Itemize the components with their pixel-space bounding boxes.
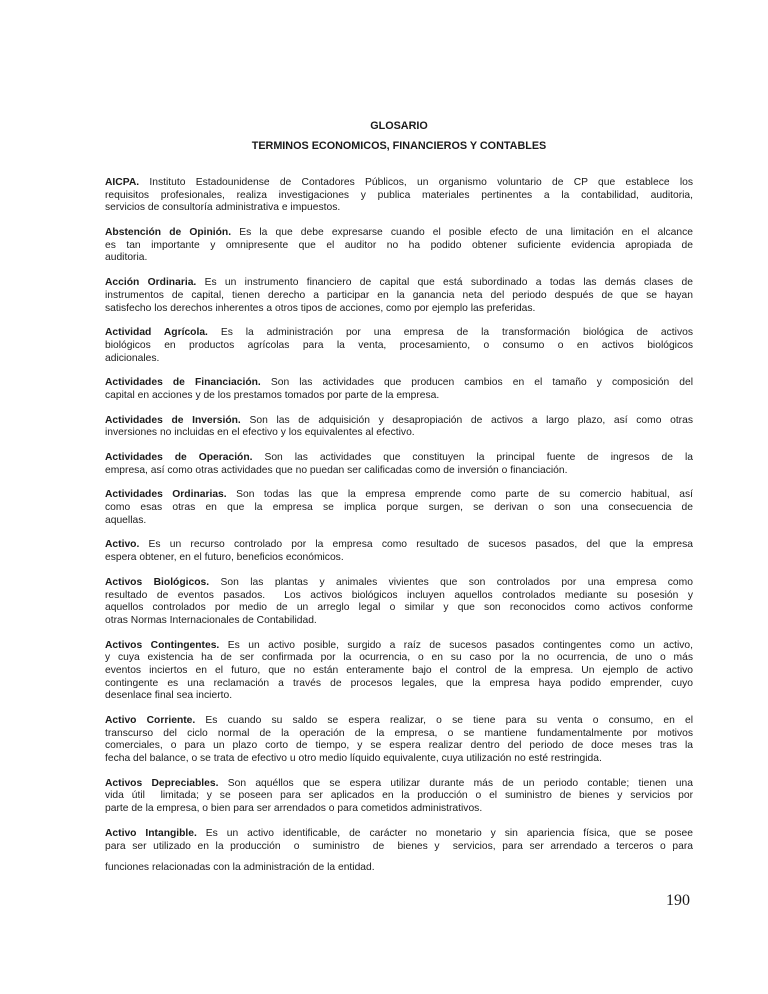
entry-line xyxy=(105,252,693,265)
entry-definition-text: Es un activo identificable, de carácter no monetario y sin apariencia física, que se posee xyxy=(205,827,693,839)
continuation-text: funciones relacionadas con la administración de la entidad. xyxy=(105,862,375,873)
entry-line xyxy=(105,427,693,440)
entry-line xyxy=(105,502,693,515)
entry-definition-text: fecha del balance, o se trata de efectivo u otro medio líquido equivalente, cuya utilización no esté restringida. xyxy=(105,753,602,765)
entry-definition-text: adicionales. xyxy=(105,352,160,364)
entry-line xyxy=(105,790,693,803)
entry-definition-text: para ser utilizado en la producción o suministro de bienes y servicios, para ser arrendado a terceros o para xyxy=(105,840,693,852)
entry-definition-text: contingente es una reclamación a través de procesos legales, que la empresa haya podido emprender, cuyo xyxy=(105,677,693,689)
entry-definition-text: requisitos profesionales, realiza investigaciones y publica materiales pertinentes a la contabilidad, auditoria, xyxy=(105,189,693,201)
glossary-entry xyxy=(105,227,693,265)
entry-definition-text: satisfecho los derechos inherentes a otros tipos de acciones, como por ejemplo las preferidas. xyxy=(105,302,536,314)
entry-definition-text: es tan importante y omnipresente que el auditor no ha podido obtener suficiente evidencia apropiada de xyxy=(105,239,693,251)
entry-definition-text: Son las plantas y animales vivientes que son controlados por una empresa como xyxy=(220,576,693,588)
entry-line xyxy=(105,740,693,753)
entry-line xyxy=(105,377,693,390)
entry-term: Activo. xyxy=(105,539,140,551)
entry-definition-text: eventos inciertos en el futuro, que no están enteramente bajo el control de la empresa. Un ejemplo de activo xyxy=(105,664,693,676)
entry-line xyxy=(105,778,693,791)
entry-term: Actividades de Financiación. xyxy=(105,377,261,389)
entry-definition-text: Instituto Estadounidense de Contadores Públicos, un organismo voluntario de CP que establece los xyxy=(149,177,693,188)
entry-definition-text: comerciales, o para un plazo corto de tiempo, y se espera realizar dentro del periodo de doce meses tras la xyxy=(105,740,693,752)
glossary-title: GLOSARIO xyxy=(370,120,428,132)
entry-line xyxy=(105,290,693,303)
glossary-entry xyxy=(105,327,693,365)
entry-term: Abstención de Opinión. xyxy=(105,227,232,239)
entry-definition-text: como esas otras en que la empresa se implica porque surgen, se derivan o son una consecuencia de xyxy=(105,502,693,514)
entry-line xyxy=(105,539,693,552)
entry-definition-text: Son las actividades que constituyen la principal fuente de ingresos de la xyxy=(264,452,693,463)
entry-term: Actividades de Inversión. xyxy=(105,414,241,426)
entry-definition-text: Son todas las que la empresa emprende como parte de su comercio habitual, así xyxy=(236,489,693,501)
entry-term: Activos Depreciables. xyxy=(105,777,219,789)
entry-definition-text: Es un recurso controlado por la empresa como resultado de sucesos pasados, del que la empresa xyxy=(148,539,693,551)
entry-definition-text: Son aquéllos que se espera utilizar durante más de un periodo contable; tienen una xyxy=(227,777,693,789)
entry-term: Actividades de Operación. xyxy=(105,452,253,463)
glossary-entry xyxy=(105,640,693,703)
glossary-entry xyxy=(105,277,693,315)
entry-definition-text: instrumentos de capital, tienen derecho a participar en la ganancia neta del periodo después de que se hayan xyxy=(105,289,693,301)
entry-line xyxy=(105,577,693,590)
entry-definition-text: Es cuando su saldo se espera realizar, o se tiene para su venta o consumo, en el xyxy=(205,715,693,726)
entry-line xyxy=(105,390,693,403)
entry-line xyxy=(105,841,693,854)
entry-definition-text: biológicos en productos agrícolas para la venta, procesamiento, o consumo o en activos biológicos xyxy=(105,339,693,351)
entry-line xyxy=(105,240,693,253)
entry-line xyxy=(105,665,693,678)
entry-line xyxy=(105,227,693,240)
glossary-entry xyxy=(105,828,693,853)
glossary-entry xyxy=(105,377,693,402)
glossary-entries xyxy=(105,177,693,865)
entry-definition-text: otras Normas Internacionales de Contabilidad. xyxy=(105,614,317,626)
entry-line xyxy=(105,340,693,353)
entry-definition-text: auditoria. xyxy=(105,252,148,264)
entry-line xyxy=(105,615,693,628)
entry-term: Actividad Agrícola. xyxy=(105,327,208,339)
glossary-entry xyxy=(105,489,693,527)
entry-definition-text: Es la administración por una empresa de la transformación biológica de activos xyxy=(220,327,693,339)
entry-definition-text: desenlace final sea incierto. xyxy=(105,690,233,702)
entry-term: Activos Contingentes. xyxy=(105,639,220,651)
entry-line xyxy=(105,803,693,816)
page-number: 190 xyxy=(666,892,690,909)
entry-line xyxy=(105,452,693,465)
glossary-entry xyxy=(105,539,693,564)
entry-line xyxy=(105,303,693,316)
entry-line xyxy=(105,690,693,703)
entry-line xyxy=(105,489,693,502)
entry-line xyxy=(105,828,693,841)
entry-line xyxy=(105,515,693,528)
entry-definition-text: parte de la empresa, o bien para ser arrendados o para cometidos administrativos. xyxy=(105,803,483,815)
entry-definition-text: empresa, así como otras actividades que no puedan ser calificadas como de inversión o financiación. xyxy=(105,464,568,476)
entry-definition-text: Son las de adquisición y desapropiación de activos a largo plazo, así como otras xyxy=(249,414,693,426)
entry-term: AICPA. xyxy=(105,177,140,188)
glossary-subtitle: TERMINOS ECONOMICOS, FINANCIEROS Y CONTABLES xyxy=(251,140,547,152)
entry-line xyxy=(105,327,693,340)
glossary-entry xyxy=(105,415,693,440)
entry-line xyxy=(105,652,693,665)
entry-definition-text: Es un activo posible, surgido a raíz de sucesos pasados contingentes como un activo, xyxy=(227,639,694,651)
entry-definition-text: capital en acciones y de los prestamos tomados por parte de la empresa. xyxy=(105,389,440,401)
entry-term: Activos Biológicos. xyxy=(105,576,210,588)
entry-definition-text: resultado de eventos pasados. Los activos biológicos incluyen aquellos controlados mediante su posesión y xyxy=(105,589,693,601)
entry-definition-text: y cuya existencia ha de ser confirmada por la ocurrencia, o en su caso por la no ocurrencia, de uno o más xyxy=(105,652,693,664)
glossary-entry xyxy=(105,452,693,477)
entry-line xyxy=(105,753,693,766)
entry-term: Acción Ordinaria. xyxy=(105,277,197,289)
entry-line xyxy=(105,678,693,691)
glossary-entry xyxy=(105,177,693,215)
entry-definition-text: transcurso del ciclo normal de la operación de la empresa, o se mantiene fundamentalmente por motivos xyxy=(105,727,693,739)
entry-line xyxy=(105,728,693,741)
entry-term: Activo Corriente. xyxy=(105,715,196,726)
entry-term: Activo Intangible. xyxy=(105,827,197,839)
entry-line xyxy=(105,715,693,728)
entry-term: Actividades Ordinarias. xyxy=(105,489,227,501)
entry-definition-text: aquellos controlados por medio de un arreglo legal o similar y que son reconocidos como activos conforme xyxy=(105,602,693,614)
entry-line xyxy=(105,177,693,190)
entry-definition-text: vida útil limitada; y se poseen para ser aplicados en la producción o el suministro de bienes y servicios por xyxy=(105,790,693,802)
entry-line xyxy=(105,202,693,215)
entry-definition-text: inversiones no incluidas en el efectivo y los equivalentes al efectivo. xyxy=(105,427,415,439)
entry-definition-text: servicios de consultoría administrativa e impuestos. xyxy=(105,202,341,214)
entry-line xyxy=(105,190,693,203)
entry-line xyxy=(105,353,693,366)
entry-definition-text: Es la que debe expresarse cuando el posible efecto de una limitación en el alcance xyxy=(239,227,693,239)
glossary-entry xyxy=(105,715,693,766)
glossary-entry xyxy=(105,577,693,628)
entry-line xyxy=(105,277,693,290)
entry-line xyxy=(105,552,693,565)
entry-definition-text: Es un instrumento financiero de capital que está subordinado a todas las demás clases de xyxy=(204,277,693,289)
entry-line xyxy=(105,602,693,615)
glossary-entry xyxy=(105,778,693,816)
entry-line xyxy=(105,415,693,428)
entry-definition-text: espera obtener, en el futuro, beneficios económicos. xyxy=(105,552,344,564)
entry-line xyxy=(105,465,693,478)
entry-line xyxy=(105,640,693,653)
entry-definition-text: aquellas. xyxy=(105,514,147,526)
entry-definition-text: Son las actividades que producen cambios en el tamaño y composición del xyxy=(270,377,693,389)
entry-line xyxy=(105,590,693,603)
